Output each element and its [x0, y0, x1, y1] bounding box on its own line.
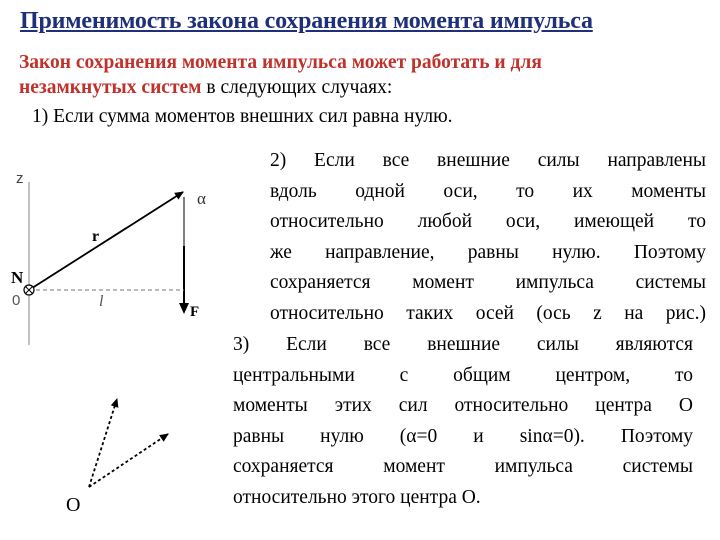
central-force-2 — [89, 434, 168, 487]
f-label: F — [190, 304, 200, 320]
case-2-line: 2) Если все внешние силы направлены — [270, 150, 706, 171]
intro-rest: в следующих случаях: — [201, 77, 393, 98]
n-label: N — [11, 268, 24, 287]
case-1: 1) Если сумма моментов внешних сил равна нулю. — [32, 106, 453, 127]
case-2-line: вдоль одной оси, то их моменты — [270, 180, 706, 202]
case-3-line: 3) Если все внешние силы являются — [233, 334, 693, 355]
radius-vector — [29, 192, 183, 290]
moment-diagram — [11, 170, 206, 345]
r-label: r — [92, 228, 100, 245]
case-2-line: сохраняется момент импульса системы — [270, 272, 706, 293]
case-3-line: равны нулю (α=0 и sinα=0). Поэтому — [233, 425, 693, 447]
case-2-line: же направление, равны нулю. Поэтому — [270, 241, 706, 263]
intro-line-1: Закон сохранения момента импульса может работать и для — [19, 52, 542, 73]
case-2-line: относительно таких осей (ось z на рис.) — [270, 302, 706, 324]
central-force-diagram — [66, 399, 168, 516]
case-3-line: центральными с общим центром, то — [233, 364, 693, 386]
intro-highlight: незамкнутых систем — [19, 77, 202, 98]
case-3-line: моменты этих сил относительно центра О — [233, 395, 693, 416]
case-3-line: сохраняется момент импульса системы — [233, 456, 693, 477]
z-axis-label: z — [16, 170, 24, 187]
l-label: l — [99, 293, 104, 310]
center-o-label: O — [66, 494, 81, 516]
origin-label: 0 — [12, 292, 21, 309]
case-2-line: относительно любой оси, имеющей то — [270, 211, 706, 232]
slide-title: Применимость закона сохранения момента импульса — [20, 8, 593, 34]
case-3-line: относительно этого центра О. — [233, 486, 481, 508]
central-force-1 — [89, 399, 117, 487]
alpha-label: α — [197, 189, 206, 208]
